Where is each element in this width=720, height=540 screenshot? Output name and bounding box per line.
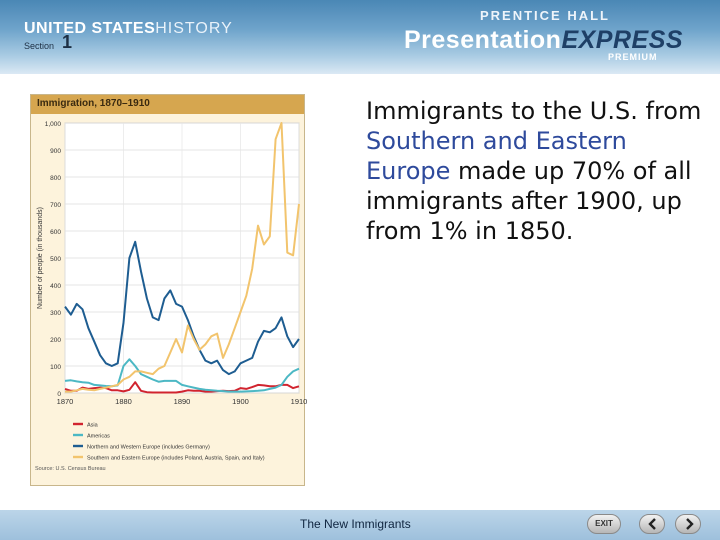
prev-button[interactable] (639, 514, 665, 534)
y-tick-label: 900 (50, 148, 61, 155)
header-banner (0, 0, 720, 74)
x-tick-label: 1910 (290, 397, 308, 406)
brand-title (24, 20, 233, 38)
x-tick-label: 1900 (232, 397, 249, 406)
section-number: 1 (62, 32, 73, 52)
y-tick-label: 100 (50, 364, 61, 371)
y-tick-label: 600 (50, 229, 61, 236)
x-tick-label: 1880 (115, 397, 132, 406)
legend-label: Americas (87, 433, 110, 440)
legend-label: Northern and Western Europe (includes Germany) (87, 444, 210, 451)
body-text-post: made up 70% of all immigrants after 1900, up from 1% in 1850. (366, 157, 692, 245)
x-tick-label: 1890 (173, 397, 191, 406)
y-tick-label: 800 (50, 175, 61, 182)
chart-title: Immigration, 1870–1910 (37, 98, 150, 109)
y-axis-label: Number of people (in thousands) (37, 207, 44, 309)
y-tick-label: 1,000 (44, 121, 61, 128)
legend-label: Southern and Eastern Europe (includes Poland, Austria, Spain, and Italy) (87, 455, 265, 462)
y-tick-label: 200 (50, 337, 61, 344)
y-tick-label: 700 (50, 202, 61, 209)
immigration-line-chart (31, 95, 308, 485)
product-accent: EXPRESS (561, 26, 684, 54)
body-text (366, 96, 716, 246)
immigration-chart-panel (30, 94, 308, 486)
legend-label: Asia (87, 422, 98, 429)
chart-source: Source: U.S. Census Bureau (35, 466, 106, 472)
brand-main: UNITED STATES (24, 20, 156, 37)
body-text-pre: Immigrants to the U.S. from (366, 97, 702, 125)
footer-bar (0, 510, 720, 540)
product-logo (404, 26, 683, 55)
y-tick-label: 0 (57, 391, 61, 398)
footer-title: The New Immigrants (300, 517, 411, 531)
y-tick-label: 300 (50, 310, 61, 317)
chevron-right-icon (683, 518, 695, 530)
chevron-left-icon (647, 518, 659, 530)
product-main: Presentation (404, 26, 562, 54)
y-tick-label: 500 (50, 256, 61, 263)
body-text-highlight: Southern and Eastern Europe (366, 127, 627, 185)
product-tier: PREMIUM (608, 52, 658, 62)
next-button[interactable] (675, 514, 701, 534)
y-tick-label: 400 (50, 283, 61, 290)
publisher-name: PRENTICE HALL (480, 8, 610, 23)
brand-sub: HISTORY (155, 20, 233, 37)
x-tick-label: 1870 (56, 397, 74, 406)
exit-button[interactable]: EXIT (587, 514, 621, 534)
section-label: Section (24, 41, 55, 51)
